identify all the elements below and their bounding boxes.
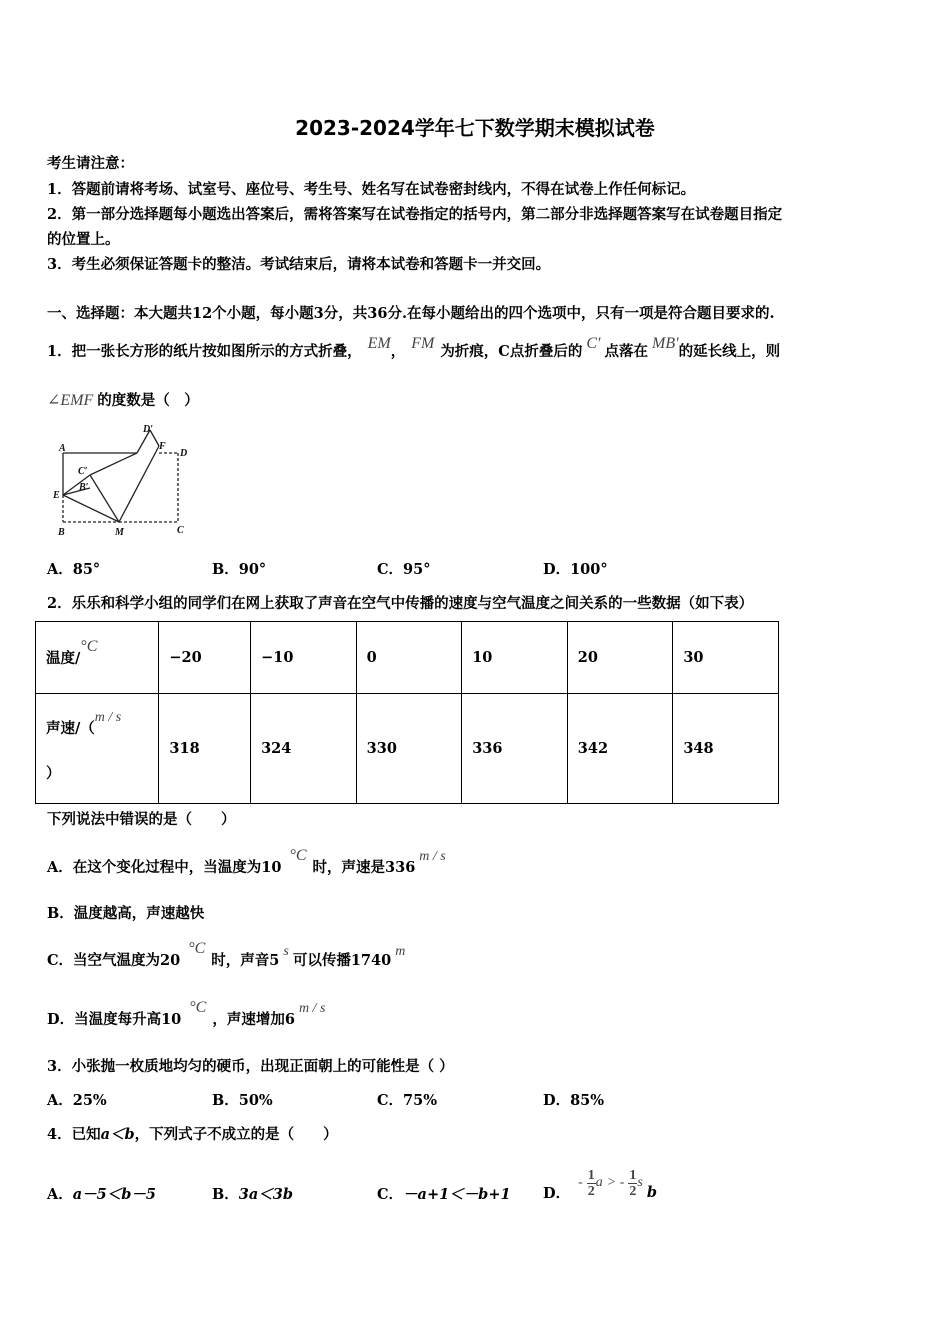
- q2-question: 下列说法中错误的是（ ）: [47, 811, 236, 828]
- q4-option-a: [47, 1183, 156, 1204]
- q4-option-b-expr: 3a＜3b: [238, 1186, 293, 1203]
- table-cell: 10: [462, 622, 568, 694]
- temp-label: 温度/: [46, 650, 81, 667]
- table-cell: 342: [567, 694, 673, 804]
- notice-item: 3．考生必须保证答题卡的整洁。考试结束后，请将本试卷和答题卡一并交回。: [47, 256, 551, 273]
- fig-label-A: A: [59, 443, 66, 454]
- q1-c-prime: C′: [586, 335, 601, 352]
- notice-item: 1．答题前请将考场、试室号、座位号、考生号、姓名写在试卷密封线内，不得在试卷上作任何标记。: [47, 181, 696, 198]
- fraction-numerator: 1: [587, 1167, 595, 1183]
- q2-option-d-text: D．当温度每升高10: [47, 1011, 182, 1028]
- table-cell: 30: [673, 622, 779, 694]
- page-title: 2023-2024学年七下数学期末模拟试卷: [295, 116, 655, 140]
- unit-celsius: °C: [188, 940, 206, 957]
- fraction-numerator: 1: [629, 1167, 637, 1183]
- table-row-temperature: [36, 622, 779, 694]
- q4-greater-minus: > -: [606, 1175, 625, 1190]
- q4-option-a-expr: a－5＜b－5: [72, 1186, 156, 1203]
- q4-option-b-label: B．: [212, 1186, 239, 1203]
- q4-option-d-label: D．: [543, 1184, 571, 1202]
- q4-var-b: b: [646, 1183, 657, 1201]
- q1-option-a: A．85°: [47, 561, 101, 578]
- q2-option-a: [47, 847, 446, 877]
- unit-m: m: [395, 944, 406, 959]
- fig-label-Bp: B′: [79, 482, 89, 493]
- q4-var-s: s: [637, 1175, 643, 1190]
- notice-item: 的位置上。: [47, 231, 120, 248]
- q3-option-d: D．85%: [543, 1092, 605, 1109]
- fig-edge-Dc: [90, 453, 137, 475]
- q1-option-d: D．100°: [543, 561, 608, 578]
- q4-condition: a＜b: [100, 1126, 135, 1143]
- speed-unit: m / s: [94, 710, 122, 725]
- unit-ms: m / s: [419, 849, 446, 864]
- q2-stem: 2．乐乐和科学小组的同学们在网上获取了声音在空气中传播的速度与空气温度之间关系的一些数据（如下表）: [47, 595, 754, 612]
- unit-celsius: °C: [289, 847, 307, 864]
- q4-stem: [47, 1123, 338, 1144]
- speed-label-close: ）: [46, 765, 61, 782]
- table-cell: −10: [251, 622, 357, 694]
- q1-angle: ∠EMF: [47, 392, 94, 409]
- q1-em: EM: [367, 335, 391, 352]
- table-cell: 318: [159, 694, 251, 804]
- fig-edge-FM: [119, 446, 159, 522]
- q4-option-a-label: A．: [47, 1186, 73, 1203]
- q2-data-table: [35, 621, 779, 804]
- q4-option-c-label: C．: [377, 1186, 404, 1203]
- q2-option-c-text: C．当空气温度为20: [47, 952, 181, 969]
- notice-heading: 考生请注意：: [47, 155, 134, 172]
- table-cell: 336: [462, 694, 568, 804]
- q4-option-c: [377, 1183, 511, 1204]
- speed-label: 声速/（: [46, 720, 95, 737]
- q2-option-a-text: 时，声速是336: [312, 859, 416, 876]
- notice-item: 2．第一部分选择题每小题选出答案后，需将答案写在试卷指定的括号内，第二部分非选择题答案写在试卷题目指定: [47, 206, 783, 223]
- q4-stem-text: ，下列式子不成立的是（ ）: [134, 1126, 338, 1143]
- q2-option-b: B．温度越高，声速越快: [47, 905, 205, 922]
- table-cell: 0: [356, 622, 462, 694]
- fig-label-B: B: [58, 527, 65, 538]
- q2-option-d-text: ，声速增加6: [212, 1011, 295, 1028]
- q3-option-c: C．75%: [377, 1092, 437, 1109]
- q2-option-a-text: A．在这个变化过程中，当温度为10: [47, 859, 282, 876]
- q4-var-a: a: [595, 1175, 603, 1190]
- fig-label-F: F: [159, 441, 166, 452]
- table-cell: −20: [159, 622, 251, 694]
- q4-option-c-expr: －a+1＜－b+1: [403, 1186, 511, 1203]
- fig-label-C: C: [177, 525, 184, 536]
- q4-option-d: [543, 1160, 657, 1206]
- fraction-half: [587, 1168, 596, 1199]
- unit-ms: m / s: [298, 1001, 326, 1016]
- q4-minus: -: [578, 1175, 583, 1190]
- q4-option-b: [212, 1183, 293, 1204]
- fraction-denominator: 2: [587, 1183, 595, 1199]
- q1-option-c: C．95°: [377, 561, 431, 578]
- fig-label-Dp: D′: [143, 424, 154, 435]
- table-header-speed: [36, 694, 159, 804]
- q4-stem-text: 4．已知: [47, 1126, 101, 1143]
- fig-label-E: E: [53, 490, 60, 501]
- q1-comma: ，: [390, 343, 406, 360]
- table-cell: 348: [673, 694, 779, 804]
- q3-option-a: A．25%: [47, 1092, 107, 1109]
- q1-folding-figure: [45, 418, 205, 543]
- unit-celsius: °C: [189, 999, 207, 1016]
- table-cell: 20: [567, 622, 673, 694]
- table-cell: 330: [356, 694, 462, 804]
- fraction-half: [628, 1168, 637, 1199]
- temp-unit: °C: [80, 638, 98, 655]
- q1-text: 的度数是（ ）: [97, 392, 199, 409]
- q3-stem: 3．小张抛一枚质地均匀的硬币，出现正面朝上的可能性是（ ）: [47, 1058, 454, 1075]
- q1-stem: [47, 335, 781, 361]
- q1-text: 1．把一张长方形的纸片按如图所示的方式折叠，: [47, 343, 362, 360]
- unit-s: s: [283, 944, 289, 959]
- q1-text: 为折痕，C点折叠后的: [440, 343, 583, 360]
- fraction-denominator: 2: [629, 1183, 637, 1199]
- table-row-speed: [36, 694, 779, 804]
- q1-text: 点落在: [604, 343, 649, 360]
- q2-option-c-text: 时，声音5: [211, 952, 280, 969]
- q1-mb-prime: MB′: [652, 335, 679, 352]
- table-header-temperature: [36, 622, 159, 694]
- q1-fm: FM: [411, 335, 435, 352]
- q1-option-b: B．90°: [212, 561, 267, 578]
- fig-label-M: M: [115, 527, 124, 538]
- q1-stem-line2: [47, 389, 199, 410]
- fig-label-Cp: C′: [78, 466, 88, 477]
- table-cell: 324: [251, 694, 357, 804]
- q1-text: 的延长线上，则: [678, 343, 781, 360]
- q3-option-b: B．50%: [212, 1092, 273, 1109]
- fig-label-D: D: [180, 448, 188, 459]
- section-heading: 一、选择题：本大题共12个小题，每小题3分，共36分.在每小题给出的四个选项中，只有一项是符合题目要求的.: [47, 305, 775, 322]
- q2-option-d: [47, 999, 326, 1029]
- q2-option-c-text: 可以传播1740: [292, 952, 392, 969]
- q2-option-c: [47, 940, 406, 970]
